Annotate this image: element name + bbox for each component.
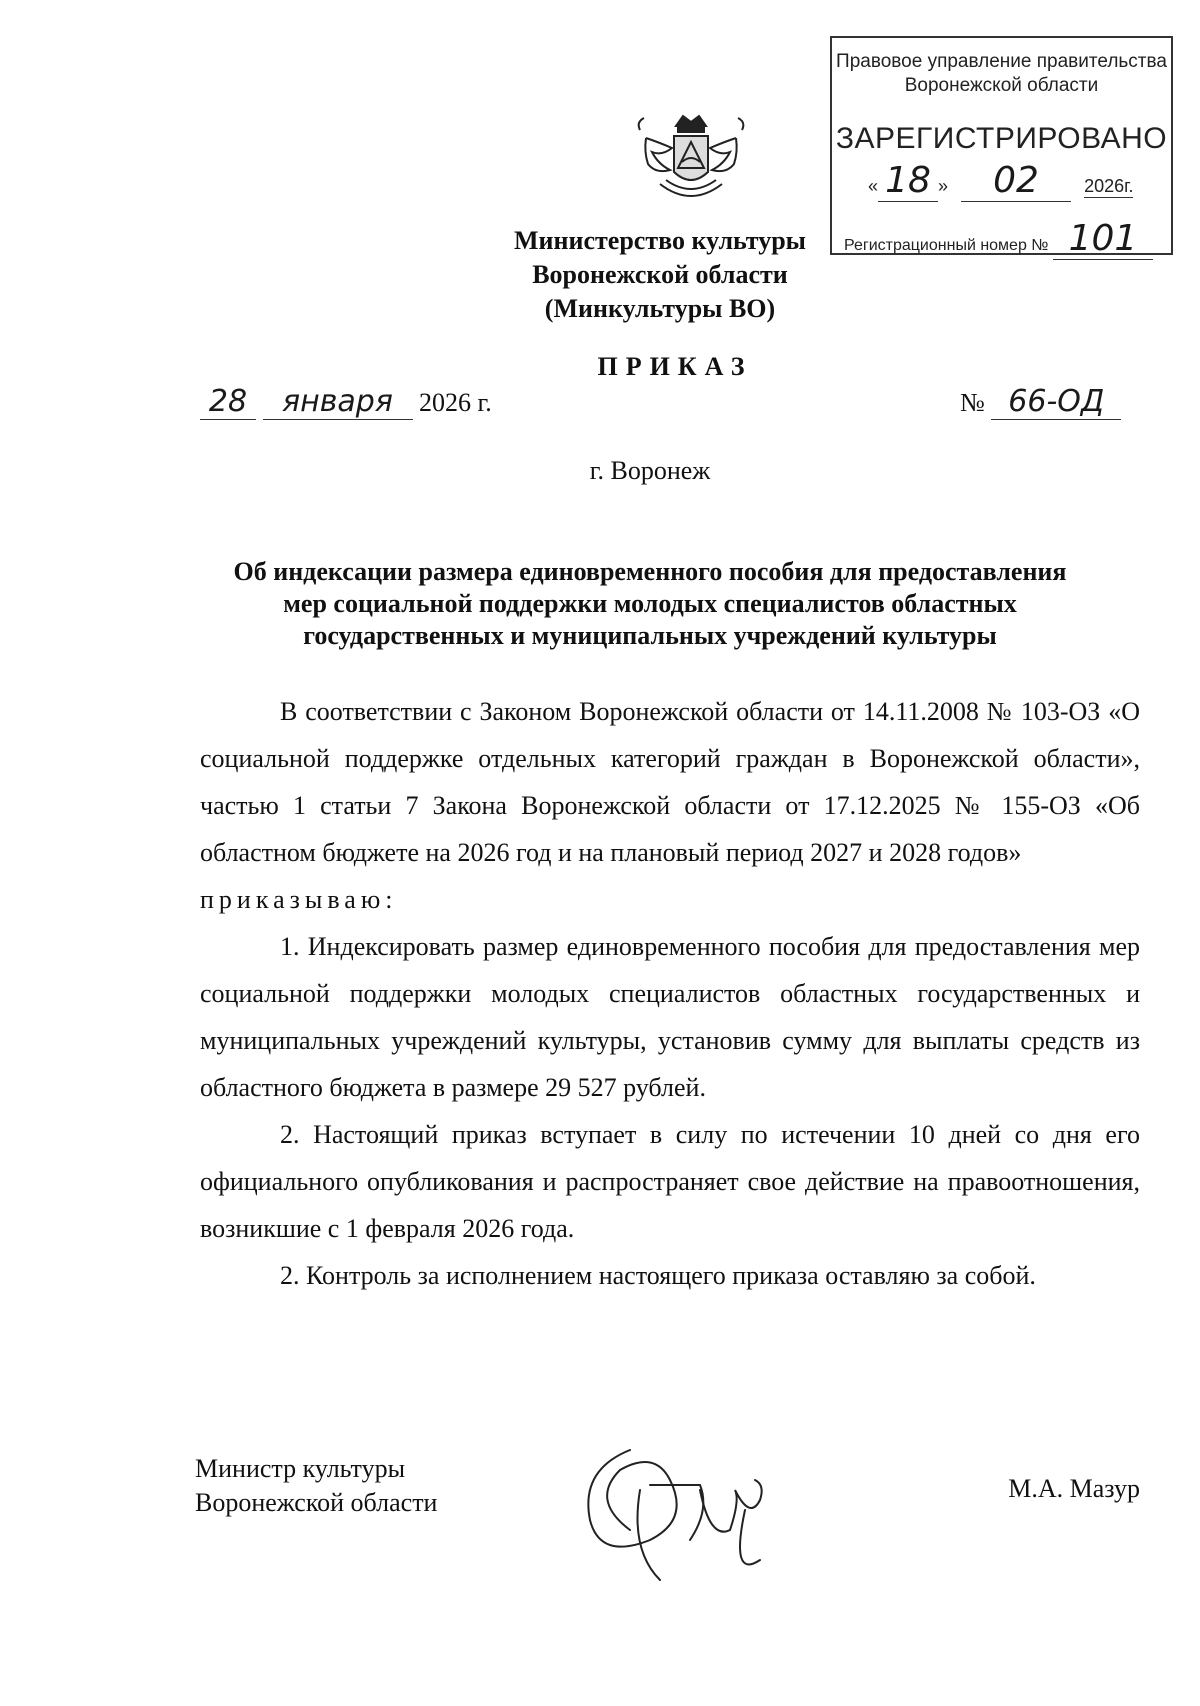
- signatory-position: [195, 1452, 525, 1520]
- item-3: 2. Контроль за исполнением настоящего приказа оставляю за собой.: [280, 1261, 1036, 1290]
- title-line2: мер социальной поддержки молодых специалистов областных: [283, 589, 1017, 618]
- stamp-reg-number-label: Регистрационный номер №: [844, 237, 1049, 254]
- order-date-month: января: [263, 384, 413, 420]
- order-body: [200, 688, 1140, 1299]
- order-number-value: 66-ОД: [991, 384, 1121, 420]
- stamp-department: [832, 50, 1171, 98]
- city: г. Воронеж: [589, 456, 711, 485]
- stamp-date-day: 18: [878, 160, 938, 202]
- signatory-name: М.А. Мазур: [1008, 1474, 1140, 1503]
- order-title: [140, 556, 1160, 652]
- org-line3: (Минкультуры ВО): [544, 294, 776, 323]
- item-2: 2. Настоящий приказ вступает в силу по истечении 10 дней со дня его официального опубликования и распространяет свое действие на правоотношения, возникшие с 1 февраля 2026 года.: [200, 1120, 1140, 1243]
- preamble: В соответствии с Законом Воронежской области от 14.11.2008 № 103-ОЗ «О социальной поддержке отдельных категорий граждан в Воронежской области», частью 1 статьи 7 Закона Воронежской области от 17.12.2025 № 155-ОЗ «Об областном бюджете на 2026 год и на плановый период 2027 и 2028 годов»: [200, 697, 1140, 867]
- stamp-department-line2: Воронежской области: [904, 75, 1099, 96]
- order-date: [200, 384, 530, 424]
- signatory-position-line1: Министр культуры: [195, 1454, 406, 1483]
- document-type: ПРИКАЗ: [597, 352, 753, 381]
- registration-stamp: [830, 36, 1173, 259]
- org-line1: Министерство культуры: [514, 226, 806, 255]
- order-date-day: 28: [200, 384, 256, 420]
- order-word: приказываю:: [200, 885, 398, 914]
- stamp-date: « 18 » 02 2026г.: [868, 160, 1134, 201]
- stamp-date-month: 02: [961, 160, 1071, 202]
- title-line3: государственных и муниципальных учреждений культуры: [303, 621, 997, 650]
- stamp-reg-number: [844, 218, 1169, 260]
- item-1: 1. Индексировать размер единовременного пособия для предоставления мер социальной поддержки молодых специалистов областных государственных и муниципальных учреждений культуры, установив сумму для выплаты средств из областного бюджета в размере 29 527 рублей.: [200, 932, 1140, 1102]
- stamp-date-year: 2026г.: [1084, 176, 1134, 196]
- stamp-department-line1: Правовое управление правительства: [836, 51, 1167, 72]
- order-date-year: 2026 г.: [419, 388, 492, 417]
- organization-name: [450, 224, 870, 326]
- coat-of-arms-icon: [626, 112, 756, 212]
- handwritten-signature: [560, 1430, 800, 1600]
- order-number: [960, 384, 1140, 424]
- order-number-label: №: [960, 388, 985, 417]
- stamp-status: ЗАРЕГИСТРИРОВАНО: [835, 122, 1168, 155]
- stamp-reg-number-value: 101: [1053, 218, 1153, 260]
- org-line2: Воронежской области: [532, 260, 788, 289]
- title-line1: Об индексации размера единовременного пособия для предоставления: [233, 557, 1067, 586]
- signatory-position-line2: Воронежской области: [195, 1488, 438, 1517]
